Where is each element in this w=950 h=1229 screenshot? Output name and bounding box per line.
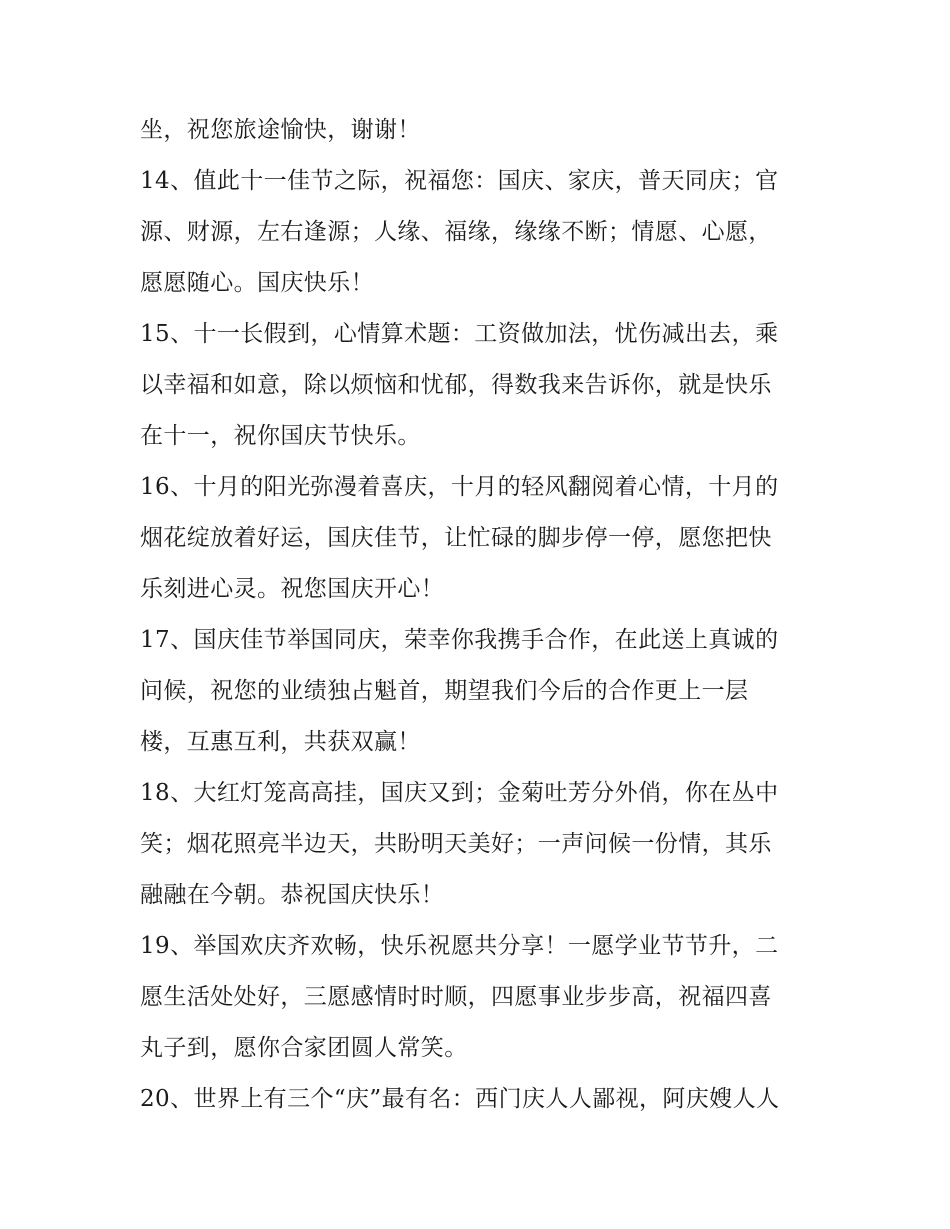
text-line: 16、十月的阳光弥漫着喜庆，十月的轻风翻阅着心情，十月的 <box>140 474 779 500</box>
text-line: 丸子到，愿你合家团圆人常笑。 <box>140 1035 468 1061</box>
text-line: 坐，祝您旅途愉快，谢谢！ <box>140 117 421 143</box>
text-line: 18、大红灯笼高高挂，国庆又到；金菊吐芳分外俏，你在丛中 <box>140 780 779 806</box>
text-line: 愿愿随心。国庆快乐！ <box>140 270 374 296</box>
text-line: 愿生活处处好，三愿感情时时顺，四愿事业步步高，祝福四喜 <box>140 984 772 1010</box>
text-line: 笑；烟花照亮半边天，共盼明天美好；一声问候一份情，其乐 <box>140 831 772 857</box>
text-line: 15、十一长假到，心情算术题：工资做加法，忧伤减出去，乘 <box>140 321 779 347</box>
text-line: 14、值此十一佳节之际，祝福您：国庆、家庆，普天同庆；官 <box>140 168 779 194</box>
text-line: 17、国庆佳节举国同庆，荣幸你我携手合作，在此送上真诚的 <box>140 627 779 653</box>
text-line: 楼，互惠互利，共获双赢！ <box>140 729 421 755</box>
text-line: 烟花绽放着好运，国庆佳节，让忙碌的脚步停一停，愿您把快 <box>140 525 772 551</box>
text-line: 融融在今朝。恭祝国庆快乐！ <box>140 882 445 908</box>
text-line: 20、世界上有三个“庆”最有名：西门庆人人鄙视，阿庆嫂人人 <box>140 1086 780 1112</box>
text-line: 源、财源，左右逢源；人缘、福缘，缘缘不断；情愿、心愿， <box>140 219 772 245</box>
document-body <box>140 105 815 1125</box>
text-line: 问候，祝您的业绩独占魁首，期望我们今后的合作更上一层 <box>140 678 749 704</box>
text-line: 19、举国欢庆齐欢畅，快乐祝愿共分享！一愿学业节节升，二 <box>140 933 779 959</box>
text-line: 乐刻进心灵。祝您国庆开心！ <box>140 576 445 602</box>
text-line: 在十一，祝你国庆节快乐。 <box>140 423 421 449</box>
text-line: 以幸福和如意，除以烦恼和忧郁，得数我来告诉你，就是快乐 <box>140 372 772 398</box>
